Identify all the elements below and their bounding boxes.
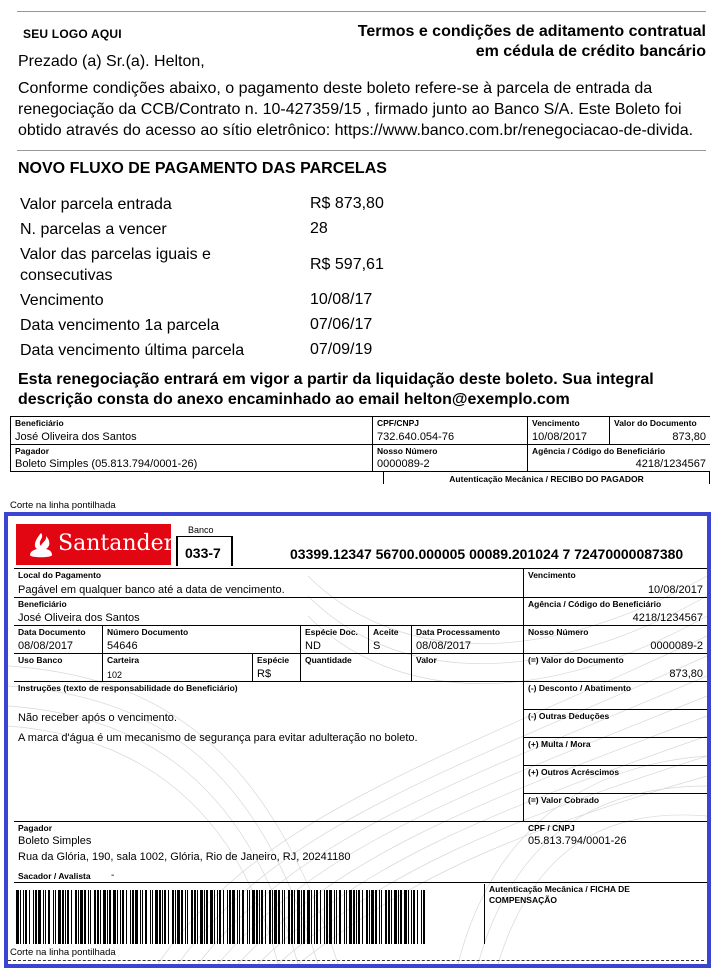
barcode-bar	[90, 890, 91, 944]
barcode-bar	[120, 890, 121, 944]
barcode-bar	[214, 890, 215, 944]
table-row	[14, 192, 504, 217]
barcode-bar	[366, 890, 368, 944]
barcode-bar	[334, 890, 335, 944]
field-label: Sacador / Avalista	[18, 871, 91, 881]
row-label: Valor das parcelas iguais e consecutivas	[20, 245, 211, 284]
barcode-bar	[162, 890, 163, 944]
barcode-bar	[33, 890, 34, 944]
barcode-bar	[400, 890, 402, 944]
barcode-bar	[411, 890, 412, 944]
barcode-bar	[117, 890, 118, 944]
field-label: (-) Desconto / Abatimento	[528, 683, 632, 693]
field-value: 4218/1234567	[632, 612, 703, 624]
barcode-bar	[223, 890, 224, 944]
cut-line-label: Corte na linha pontilhada	[10, 500, 116, 511]
barcode-bar	[379, 890, 380, 944]
data-processamento-cell	[411, 625, 523, 653]
field-label: (+) Multa / Mora	[528, 739, 591, 749]
field-value: 08/08/2017	[416, 640, 472, 652]
digitable-line: 03399.12347 56700.000005 00089.201024 7 72470000087380	[290, 546, 684, 562]
barcode-bar	[58, 890, 61, 944]
barcode-bar	[65, 890, 66, 944]
vencimento-cell	[523, 569, 707, 597]
especie-cell	[252, 653, 300, 681]
barcode-bar	[344, 890, 345, 944]
instrucao-line: Não receber após o vencimento.	[18, 712, 177, 724]
barcode-bar	[185, 890, 186, 944]
field-label: Pagador	[15, 446, 50, 456]
receipt-cpf-cell	[372, 416, 527, 444]
field-label: Quantidade	[305, 655, 352, 665]
field-label: Instruções (texto de responsabilidade do Beneficiário)	[18, 683, 238, 693]
outros-acrescimos-cell	[523, 765, 707, 793]
payment-slip	[4, 512, 711, 968]
barcode-bar	[381, 890, 382, 944]
barcode-bar	[339, 890, 341, 944]
barcode-bar	[259, 890, 260, 944]
barcode-bar	[375, 890, 377, 944]
barcode-bar	[142, 890, 143, 944]
barcode-bar	[239, 890, 240, 944]
barcode-bar	[62, 890, 64, 944]
barcode-bar	[75, 890, 77, 944]
barcode-bar	[282, 890, 283, 944]
barcode-bar	[20, 890, 21, 944]
barcode-bar	[210, 890, 213, 944]
beneficiario-cell	[14, 597, 523, 625]
sacador-value: -	[111, 870, 115, 881]
barcode-bar	[67, 890, 69, 944]
data-documento-cell	[14, 625, 102, 653]
barcode-bar	[29, 890, 30, 944]
barcode-bar	[362, 890, 363, 944]
barcode-bar	[187, 890, 188, 944]
cut-dashed-line	[8, 960, 704, 961]
barcode-bar	[194, 890, 196, 944]
barcode-bar	[303, 890, 305, 944]
barcode-bar	[168, 890, 169, 944]
field-value: 10/08/2017	[647, 584, 703, 596]
field-value: R$	[257, 668, 272, 680]
especie-doc-cell	[300, 625, 368, 653]
row-value: R$ 597,61	[310, 255, 384, 273]
field-label: Local do Pagamento	[18, 570, 102, 580]
bank-code: 033-7	[176, 536, 233, 566]
barcode-bar	[336, 890, 337, 944]
barcode-bar	[413, 890, 415, 944]
field-value: 08/08/2017	[18, 640, 74, 652]
barcode-bar	[398, 890, 399, 944]
receipt-agencia-cell	[527, 444, 710, 472]
barcode-bar	[261, 890, 263, 944]
barcode-bar	[391, 890, 392, 944]
barcode-bar	[421, 890, 422, 944]
barcode-bar	[385, 890, 387, 944]
field-value: Pagável em qualquer banco até a data de vencimento.	[18, 584, 285, 596]
barcode-bar	[249, 890, 250, 944]
barcode-bar	[371, 890, 374, 944]
barcode-bar	[237, 890, 238, 944]
barcode-bar	[200, 890, 203, 944]
barcode-bar	[417, 890, 418, 944]
local-pagamento-cell	[14, 569, 523, 597]
row-label: Vencimento	[20, 291, 104, 309]
field-label: (=) Valor Cobrado	[528, 795, 600, 805]
row-label: N. parcelas a vencer	[20, 220, 167, 238]
nosso-numero-cell	[523, 625, 707, 653]
autenticacao-line1: Autenticação Mecânica / FICHA DE	[489, 884, 630, 894]
santander-logo	[16, 524, 175, 565]
table-row	[14, 313, 504, 338]
barcode-bar	[291, 890, 293, 944]
barcode-bar	[316, 890, 318, 944]
barcode-bar	[311, 890, 312, 944]
field-value: S	[373, 640, 381, 652]
barcode-bar	[43, 890, 44, 944]
barcode-bar	[227, 890, 228, 944]
autenticacao-line2: COMPENSAÇÃO	[489, 895, 558, 905]
barcode-bar	[346, 890, 347, 944]
section-title: NOVO FLUXO DE PAGAMENTO DAS PARCELAS	[18, 160, 387, 177]
field-value: José Oliveira dos Santos	[15, 431, 137, 443]
barcode-bar	[38, 890, 41, 944]
field-label: Data Documento	[18, 627, 86, 637]
field-label: Beneficiário	[15, 418, 64, 428]
barcode-bar	[269, 890, 271, 944]
brand-name: Santander	[58, 531, 175, 556]
barcode-bar	[84, 890, 86, 944]
barcode-bar	[48, 890, 50, 944]
barcode-bar	[107, 890, 108, 944]
field-value: 4218/1234567	[635, 458, 706, 470]
bank-label: Banco	[188, 525, 214, 535]
barcode-bar	[217, 890, 218, 944]
barcode-bar	[358, 890, 360, 944]
field-label: Espécie Doc.	[305, 627, 358, 637]
barcode-bar	[301, 890, 302, 944]
barcode-bar	[164, 890, 166, 944]
cut-line-label: Corte na linha pontilhada	[10, 947, 116, 958]
barcode-bar	[135, 890, 138, 944]
barcode-bar	[45, 890, 46, 944]
barcode-bar	[122, 890, 124, 944]
receipt-valor-cell	[609, 416, 710, 444]
barcode-bar	[404, 890, 407, 944]
barcode-bar	[155, 890, 158, 944]
barcode-bar	[252, 890, 255, 944]
barcode-bar	[349, 890, 352, 944]
field-value: 0000089-2	[377, 458, 430, 470]
valor-cell	[411, 653, 523, 681]
field-label: Aceite	[373, 627, 399, 637]
barcode-bar	[109, 890, 111, 944]
field-label: Nosso Número	[377, 446, 438, 456]
field-label: Número Documento	[107, 627, 189, 637]
barcode-bar	[307, 890, 310, 944]
field-value: 873,80	[672, 431, 706, 443]
row-label: Valor parcela entrada	[20, 195, 172, 213]
barcode-bar	[265, 890, 266, 944]
document-title-line1: Termos e condições de aditamento contratual	[357, 23, 706, 40]
barcode-bar	[35, 890, 37, 944]
barcode-bar	[329, 890, 332, 944]
barcode-bar	[113, 890, 116, 944]
agencia-cell	[523, 597, 707, 625]
barcode-bar	[80, 890, 83, 944]
document-title-line2: em cédula de crédito bancário	[475, 43, 706, 60]
barcode-bar	[130, 890, 131, 944]
row-value: 07/06/17	[310, 316, 373, 333]
barcode-bar	[25, 890, 27, 944]
barcode-bar	[294, 890, 295, 944]
uso-banco-cell	[14, 653, 102, 681]
barcode-bar	[272, 890, 273, 944]
barcode-bar	[242, 890, 244, 944]
pagador-name: Boleto Simples	[18, 835, 92, 847]
barcode-bar	[256, 890, 258, 944]
pagador-address: Rua da Glória, 190, sala 1002, Glória, Rio de Janeiro, RJ, 20241180	[18, 851, 351, 863]
pagador-cell	[14, 821, 707, 883]
barcode-bar	[103, 890, 106, 944]
field-value: 873,80	[669, 668, 703, 680]
barcode-bar	[247, 890, 248, 944]
barcode-bar	[140, 890, 141, 944]
table-row	[14, 217, 504, 242]
barcode-bar	[394, 890, 397, 944]
barcode-bar	[278, 890, 280, 944]
barcode-bar	[288, 890, 290, 944]
row-label: Data vencimento 1a parcela	[20, 316, 220, 334]
barcode-bar	[297, 890, 300, 944]
field-value: 102	[107, 670, 123, 680]
barcode-bar	[353, 890, 355, 944]
flame-icon	[30, 532, 52, 558]
barcode-bar	[16, 890, 19, 944]
barcode-bar	[356, 890, 357, 944]
barcode-bar	[388, 890, 390, 944]
barcode-bar	[150, 890, 151, 944]
receipt-pagador-cell	[10, 444, 372, 472]
barcode-bar	[191, 890, 193, 944]
field-label: Espécie	[257, 655, 290, 665]
greeting: Prezado (a) Sr.(a). Helton,	[18, 53, 205, 70]
field-label: Agência / Código do Beneficiário	[528, 599, 662, 609]
slip-grid	[14, 568, 707, 881]
barcode-bar	[197, 890, 198, 944]
barcode-bar	[320, 890, 321, 944]
barcode-bar	[132, 890, 134, 944]
barcode-bar	[94, 890, 96, 944]
field-label: CPF / CNPJ	[528, 823, 575, 833]
pagador-cpf: 05.813.794/0001-26	[528, 835, 627, 847]
field-label: Pagador	[18, 823, 53, 833]
barcode-bar	[423, 890, 425, 944]
barcode-bar	[78, 890, 79, 944]
field-label: Vencimento	[532, 418, 580, 428]
field-label: Valor	[416, 655, 437, 665]
barcode-bar	[177, 890, 180, 944]
field-label: Carteira	[107, 655, 140, 665]
field-value: ND	[305, 640, 321, 652]
field-label: Valor do Documento	[614, 418, 697, 428]
barcode-bar	[159, 890, 161, 944]
barcode-bar	[97, 890, 99, 944]
barcode-bar	[369, 890, 370, 944]
installments-table	[14, 192, 504, 363]
table-row	[14, 338, 504, 363]
desconto-cell	[523, 681, 707, 709]
numero-documento-cell	[102, 625, 300, 653]
row-value: R$ 873,80	[310, 195, 384, 212]
row-value: 07/09/19	[310, 341, 373, 358]
barcode-bar	[314, 890, 315, 944]
multa-cell	[523, 737, 707, 765]
field-value: Boleto Simples (05.813.794/0001-26)	[15, 458, 198, 470]
section-divider	[17, 150, 706, 151]
barcode-bar	[219, 890, 221, 944]
barcode-bar	[408, 890, 409, 944]
receipt-vencimento-cell	[527, 416, 609, 444]
field-value: José Oliveira dos Santos	[18, 612, 140, 624]
barcode-bar	[88, 890, 89, 944]
quantidade-cell	[300, 653, 411, 681]
barcode-bar	[145, 890, 147, 944]
carteira-cell	[102, 653, 252, 681]
row-value: 10/08/17	[310, 291, 373, 308]
field-label: Uso Banco	[18, 655, 63, 665]
barcode-bar	[326, 890, 328, 944]
barcode-bar	[274, 890, 277, 944]
document-title	[346, 22, 706, 62]
valor-cobrado-cell	[523, 793, 707, 821]
intro-paragraph: Conforme condições abaixo, o pagamento deste boleto refere-se à parcela de entrada da renegociação da CCB/Contrato n. 10-427359/15 , firmado junto ao Banco S/A. Este Boleto foi obtido através do acesso ao sítio eletrônico: https://www.banco.com.br/renegociacao-de-divida.	[18, 80, 694, 139]
barcode-bar	[126, 890, 127, 944]
autenticacao-box	[484, 884, 707, 944]
row-label: Data vencimento última parcela	[20, 341, 245, 359]
payer-receipt	[10, 416, 710, 472]
barcode-bar	[229, 890, 231, 944]
barcode-bar	[324, 890, 325, 944]
field-label: (-) Outras Deduções	[528, 711, 610, 721]
field-label: Nosso Número	[528, 627, 589, 637]
field-label: Vencimento	[528, 570, 576, 580]
table-row	[14, 242, 504, 288]
field-value: 732.640.054-76	[377, 431, 455, 443]
barcode-bar	[232, 890, 235, 944]
receipt-nosso-numero-cell	[372, 444, 527, 472]
top-divider	[17, 11, 706, 12]
barcode-bar	[175, 890, 176, 944]
barcode-bar	[284, 890, 285, 944]
barcode-bar	[206, 890, 208, 944]
barcode-bar	[181, 890, 183, 944]
field-value: 0000089-2	[650, 640, 703, 652]
aceite-cell	[368, 625, 411, 653]
outras-deducoes-cell	[523, 709, 707, 737]
receipt-beneficiario-cell	[10, 416, 372, 444]
barcode-bar	[55, 890, 56, 944]
field-label: Agência / Código do Beneficiário	[532, 446, 666, 456]
field-label: (+) Outros Acréscimos	[528, 767, 620, 777]
field-value: 54646	[107, 640, 138, 652]
barcode-bar	[172, 890, 174, 944]
field-label: CPF/CNPJ	[377, 418, 420, 428]
field-label: Data Processamento	[416, 627, 501, 637]
field-value: 10/08/2017	[532, 431, 588, 443]
valor-documento-cell	[523, 653, 707, 681]
barcode-bar	[152, 890, 153, 944]
barcode-bar	[71, 890, 72, 944]
barcode-bar	[53, 890, 54, 944]
row-value: 28	[310, 220, 328, 237]
instrucoes-cell	[14, 681, 523, 821]
field-label: Beneficiário	[18, 599, 67, 609]
table-row	[14, 288, 504, 313]
barcode	[16, 890, 426, 944]
field-label: (=) Valor do Documento	[528, 655, 624, 665]
renegotiation-notice: Esta renegociação entrará em vigor a partir da liquidação deste boleto. Sua integral descrição consta do anexo encaminhado ao email helton@exemplo.com	[18, 371, 654, 408]
barcode-bar	[100, 890, 101, 944]
company-logo-placeholder: SEU LOGO AQUI	[23, 27, 122, 41]
barcode-bar	[23, 890, 24, 944]
barcode-bar	[204, 890, 205, 944]
receipt-autenticacao: Autenticação Mecânica / RECIBO DO PAGADOR	[383, 472, 710, 484]
instrucao-line: A marca d'água é um mecanismo de segurança para evitar adulteração no boleto.	[18, 732, 418, 744]
